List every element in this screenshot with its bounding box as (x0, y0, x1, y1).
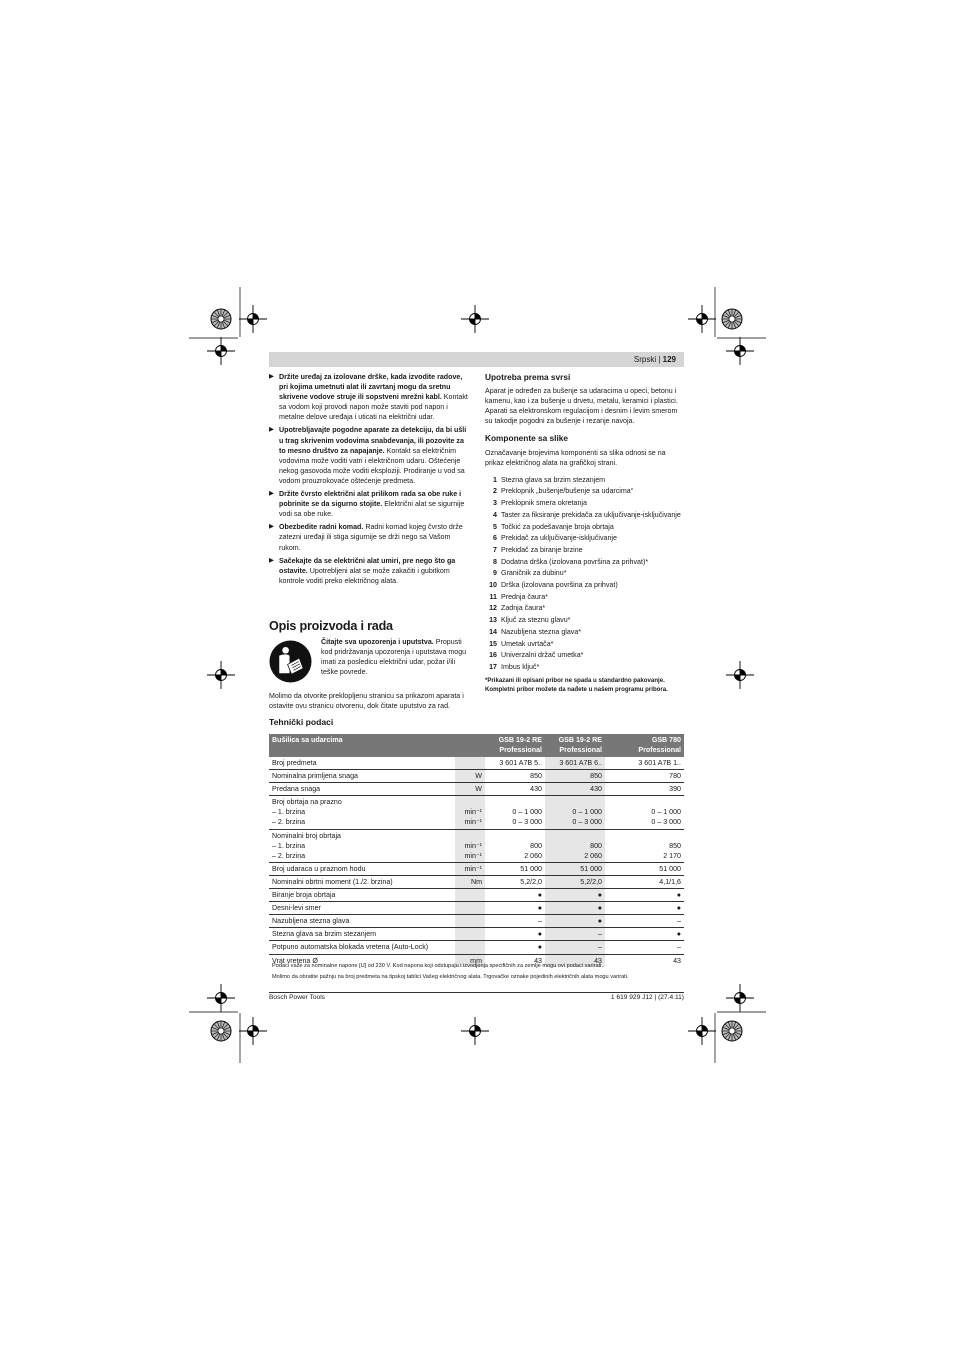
row-unit (455, 796, 485, 829)
bullet-text: Kontakt sa vodom koji provodi napon može staviti pod napon i metalne delove uređaja i uticati na električni udar. (279, 393, 468, 422)
cell-line (458, 916, 482, 926)
safety-bullet (269, 522, 469, 552)
cell-line (488, 797, 542, 807)
component-item (485, 662, 685, 674)
cell-line (458, 797, 482, 807)
cell-line: Broj udaraca u praznom hodu (272, 864, 366, 873)
model-header (485, 734, 545, 757)
cell-line: 850 (669, 841, 681, 850)
model-header (545, 734, 605, 757)
safety-bullet (269, 425, 469, 486)
table-body (269, 757, 684, 967)
table-row (269, 783, 684, 796)
component-number: 9 (493, 569, 497, 578)
cell-line: Nm (470, 877, 482, 886)
bullet-text: Električni alat se sigurnije vodi sa obe ruke. (279, 500, 465, 519)
cell-line: ● (537, 904, 542, 913)
cell-line: 51 000 (659, 864, 681, 873)
component-label: Nazubljena stezna glava* (501, 627, 582, 636)
component-item (485, 639, 685, 651)
right-column (485, 372, 685, 694)
bullet-bold: Upotrebljavajte pogodne aparate za detekciju, da bi ušli u trag skrivenim vodovima snabdevanja, ili pozovite za to mesno društvo za napajanje. (279, 426, 467, 455)
cell-line: Vrat vretena Ø (272, 956, 318, 965)
cell-line: min⁻¹ (464, 808, 482, 817)
cell-line: Broj predmeta (272, 759, 317, 767)
cell-line: 800 (530, 841, 542, 850)
row-label (269, 941, 455, 954)
component-item (485, 603, 685, 615)
table-row (269, 796, 684, 829)
row-unit (455, 941, 485, 954)
row-value-gsb19-5 (485, 941, 545, 954)
component-item (485, 498, 685, 510)
row-value-gsb19-6 (545, 783, 605, 796)
cell-line: W (475, 785, 482, 794)
safety-bullet (269, 372, 469, 422)
bullet-triangle-icon: ▶ (269, 490, 274, 498)
row-value-gsb19-6 (545, 902, 605, 915)
cell-line: 390 (669, 785, 681, 794)
cell-line: ● (597, 891, 602, 900)
cell-line: 800 (590, 841, 602, 850)
cell-line: ● (597, 917, 602, 926)
row-value-gsb19-6 (545, 829, 605, 862)
row-label (269, 757, 455, 770)
footer-right: 1 619 929 J12 | (27.4.11) (610, 994, 684, 1001)
component-number: 4 (493, 510, 497, 519)
tech-data-heading: Tehnički podaci (269, 717, 334, 727)
component-label: Prekidač za uključivanje-isključivanje (501, 534, 617, 543)
row-value-gsb780 (605, 941, 684, 954)
cell-line: 4,1/1,6 (659, 877, 681, 886)
row-unit (455, 875, 485, 888)
safety-bullet (269, 556, 469, 586)
table-note: Podaci važe za nominalne napone [U] od 230 V. Kod napona koji odstupaju i izvodjenja specifičnih za zemlje mogu ovi podaci varirati. (272, 963, 603, 969)
read-notice-text: Propusti kod pridržavanja upozorenja i uputstava mogu imati za posledicu električni udar, požar i/ili teške povrede. (321, 638, 467, 677)
model-name: GSB 19-2 RE (498, 736, 542, 744)
table-row (269, 770, 684, 783)
row-value-gsb780 (605, 796, 684, 829)
component-item (485, 557, 685, 569)
cell-line (458, 758, 482, 768)
cell-line: 5,2/2,0 (520, 877, 542, 886)
row-value-gsb19-6 (545, 770, 605, 783)
cell-line: Nominalna primljena snaga (272, 772, 358, 781)
cell-line: Predana snaga (272, 785, 321, 794)
cell-line: Potpuno automatska blokada vretena (Auto-Lock) (272, 943, 429, 952)
accessory-footnote: *Prikazani ili opisani pribor ne spada u standardno pakovanje. Kompletni pribor možete da nađete u našem programu pribora. (485, 676, 668, 693)
cell-line (608, 831, 681, 841)
component-item (485, 522, 685, 534)
row-label (269, 875, 455, 888)
cell-line: 5,2/2,0 (580, 877, 602, 886)
cell-line: – (677, 943, 681, 952)
cell-line (608, 797, 681, 807)
row-value-gsb19-6 (545, 796, 605, 829)
row-unit (455, 829, 485, 862)
row-value-gsb19-6 (545, 941, 605, 954)
cell-line: 430 (530, 785, 542, 794)
cell-line (458, 890, 482, 900)
cell-line: – 2. brzina (272, 851, 306, 860)
row-value-gsb780 (605, 757, 684, 770)
header-page-number: 129 (662, 355, 676, 364)
component-item (485, 533, 685, 545)
row-value-gsb19-5 (485, 770, 545, 783)
model-name: GSB 780 (651, 736, 681, 744)
model-sub: Professional (499, 746, 542, 755)
row-value-gsb19-6 (545, 862, 605, 875)
cell-line (548, 797, 602, 807)
row-unit (455, 928, 485, 941)
component-label: Preklopnik „bušenje/bušenje sa udarcima“ (501, 487, 634, 496)
component-label: Ključ za steznu glavu* (501, 616, 571, 625)
open-page-note: Molimo da otvorite preklopljenu stranicu sa prikazom aparata i ostavite ovu stranicu otvorenu, dok čitate uputstvo za rad. (269, 692, 464, 711)
cell-line: 850 (530, 772, 542, 781)
cell-line (488, 831, 542, 841)
page-header-text: Srpski | 129 (633, 355, 676, 364)
cell-line: 43 (673, 956, 681, 965)
row-unit (455, 902, 485, 915)
row-value-gsb19-5 (485, 796, 545, 829)
component-item (485, 592, 685, 604)
component-item (485, 627, 685, 639)
cell-line: min⁻¹ (464, 841, 482, 850)
row-value-gsb19-5 (485, 757, 545, 770)
table-row (269, 889, 684, 902)
row-label (269, 915, 455, 928)
component-number: 7 (493, 545, 497, 554)
table-row (269, 757, 684, 770)
component-label: Zadnja čaura* (501, 604, 546, 613)
component-item (485, 650, 685, 662)
cell-line: 3 601 A7B 6.. (559, 759, 602, 767)
component-item (485, 486, 685, 498)
model-sub: Professional (638, 746, 681, 755)
component-number: 5 (493, 522, 497, 531)
bullet-text: Upotrebljeni alat se može zakačiti i gubitkom kontrole voditi preko električnog alata. (279, 566, 450, 585)
cell-line: Nazubljena stezna glava (272, 917, 350, 926)
row-label (269, 889, 455, 902)
safety-bullet (269, 489, 469, 519)
cell-line: 43 (534, 956, 542, 965)
page-header-bar (269, 352, 684, 367)
component-number: 3 (493, 499, 497, 508)
component-number: 8 (493, 557, 497, 566)
cell-line: 0 – 1 000 (572, 808, 602, 817)
component-item (485, 545, 685, 557)
row-value-gsb19-6 (545, 757, 605, 770)
table-row (269, 829, 684, 862)
cell-line: min⁻¹ (464, 864, 482, 873)
table-row (269, 875, 684, 888)
component-number: 14 (489, 627, 497, 636)
cell-line (458, 831, 482, 841)
table-note: Molimo da obratite pažnju na broj predmeta na tipskoj tablici Vašeg električnog alata. Trgovačke oznake pojedinih električnih alata mogu varirati. (272, 974, 629, 980)
table-row (269, 941, 684, 954)
row-unit (455, 770, 485, 783)
cell-line: min⁻¹ (464, 851, 482, 860)
row-unit (455, 862, 485, 875)
cell-line: 51 000 (520, 864, 542, 873)
cell-line: 0 – 3 000 (572, 818, 602, 827)
read-notice (321, 637, 471, 677)
cell-line: 0 – 1 000 (651, 808, 681, 817)
cell-line: Biranje broja obrtaja (272, 891, 336, 900)
row-value-gsb19-5 (485, 902, 545, 915)
bullet-text: Kontakt sa električnim vodovima može voditi vatri i električnom udaru. Oštećenje nekog gasovoda može voditi eksploziji. Prodiranje u vod sa vodom prouzrokovaće oštećenje predmeta. (279, 446, 465, 485)
model-name: GSB 19-2 RE (558, 736, 602, 744)
row-label (269, 829, 455, 862)
tech-spec-table (269, 734, 684, 967)
component-number: 13 (489, 616, 497, 625)
table-row (269, 928, 684, 941)
cell-line: Desni-levi smer (272, 904, 321, 913)
read-manual-icon (269, 640, 312, 683)
cell-line: 0 – 3 000 (512, 818, 542, 827)
cell-line: ● (597, 904, 602, 913)
bullet-bold: Držite uređaj za izolovane drške, kada izvodite radove, pri kojima umetnuti alat ili zavrtanj mogu da sretnu skrivene vodove struje ili sopstveni mrežni kabl. (279, 373, 463, 402)
model-sub: Professional (559, 746, 602, 755)
cell-line: 850 (590, 772, 602, 781)
row-value-gsb780 (605, 902, 684, 915)
component-label: Graničnik za dubinu* (501, 569, 567, 578)
component-number: 6 (493, 534, 497, 543)
cell-line: ● (676, 891, 681, 900)
row-value-gsb780 (605, 875, 684, 888)
cell-line: Nominalni obrtni moment (1./2. brzina) (272, 877, 393, 886)
component-number: 17 (489, 663, 497, 671)
row-value-gsb780 (605, 889, 684, 902)
cell-line: – 1. brzina (272, 841, 306, 850)
components-list (485, 475, 685, 674)
cell-line: 780 (669, 772, 681, 781)
cell-line: 43 (594, 956, 602, 965)
cell-line: Nominalni broj obrtaja (272, 831, 342, 840)
component-item (485, 580, 685, 592)
row-value-gsb19-6 (545, 928, 605, 941)
row-value-gsb19-5 (485, 829, 545, 862)
row-value-gsb780 (605, 915, 684, 928)
component-label: Točkić za podešavanje broja obrtaja (501, 522, 614, 531)
row-unit (455, 783, 485, 796)
component-number: 12 (489, 604, 497, 613)
row-value-gsb19-5 (485, 862, 545, 875)
row-unit (455, 757, 485, 770)
cell-line: min⁻¹ (464, 818, 482, 827)
cell-line: – (598, 943, 602, 952)
safety-column (269, 372, 469, 589)
bullet-triangle-icon: ▶ (269, 426, 274, 434)
component-label: Stezna glava sa brzim stezanjem (501, 475, 606, 484)
footer-left: Bosch Power Tools (269, 994, 325, 1001)
cell-line: ● (537, 943, 542, 952)
section-title: Opis proizvoda i rada (269, 619, 393, 633)
component-number: 10 (489, 581, 497, 590)
component-label: Imbus ključ* (501, 663, 540, 671)
cell-line: ● (676, 930, 681, 939)
cell-line: ● (676, 904, 681, 913)
table-row (269, 902, 684, 915)
row-value-gsb19-6 (545, 915, 605, 928)
component-number: 1 (493, 475, 497, 484)
bullet-bold: Sačekajte da se električni alat umiri, pre nego što ga ostavite. (279, 556, 456, 575)
header-language: Srpski (633, 355, 657, 364)
cell-line: 2 170 (663, 851, 681, 860)
row-value-gsb19-6 (545, 889, 605, 902)
component-label: Drška (izolovana površina za prihvat) (501, 581, 618, 590)
cell-line: – 1. brzina (272, 808, 306, 817)
cell-line: 3 601 A7B 5.. (499, 759, 542, 767)
component-item (485, 615, 685, 627)
component-number: 15 (489, 639, 497, 648)
table-header-label: Bušilica sa udarcima (269, 734, 485, 757)
cell-line: 51 000 (580, 864, 602, 873)
component-label: Prekidač za biranje brzine (501, 545, 583, 554)
usage-heading: Upotreba prema svrsi (485, 372, 571, 382)
row-unit (455, 915, 485, 928)
row-value-gsb780 (605, 783, 684, 796)
component-label: Taster za fiksiranje prekidača za uključivanje-isključivanje (501, 510, 681, 519)
row-value-gsb780 (605, 862, 684, 875)
bullet-bold: Držite čvrsto električni alat prilikom rada sa obe ruke i pobrinite se da sigurno stojite. (279, 490, 462, 509)
component-label: Umetak uvrtača* (501, 639, 554, 648)
table-header-row (269, 734, 684, 757)
component-number: 2 (493, 487, 497, 496)
component-label: Preklopnik smera okretanja (501, 499, 587, 508)
row-label (269, 796, 455, 829)
row-value-gsb19-5 (485, 915, 545, 928)
cell-line: 0 – 1 000 (512, 808, 542, 817)
component-number: 11 (489, 592, 497, 601)
table-row (269, 915, 684, 928)
component-label: Prednja čaura* (501, 592, 548, 601)
model-header (605, 734, 684, 757)
cell-line: 430 (590, 785, 602, 794)
cell-line: W (475, 772, 482, 781)
cell-line (458, 903, 482, 913)
row-label (269, 902, 455, 915)
component-number: 16 (489, 651, 497, 660)
bullet-text: Radni komad kojeg čvrsto drže zatezni uređaji ili stiga sigurnije se drži nego sa Vašom rukom. (279, 523, 463, 552)
row-unit (455, 889, 485, 902)
row-label (269, 783, 455, 796)
components-intro: Označavanje brojevima komponenti sa slika odnosi se na prikaz električnog alata na grafičkoj strani. (485, 448, 666, 467)
row-value-gsb780 (605, 829, 684, 862)
cell-line: 0 – 3 000 (651, 818, 681, 827)
row-value-gsb19-5 (485, 875, 545, 888)
component-item (485, 510, 685, 522)
row-value-gsb19-5 (485, 783, 545, 796)
component-label: Dodatna drška (izolovana površina za prihvat)* (501, 557, 649, 566)
components-heading: Komponente sa slike (485, 433, 568, 444)
cell-line: – 2. brzina (272, 818, 306, 827)
bullet-triangle-icon: ▶ (269, 373, 274, 380)
cell-line: – (538, 917, 542, 926)
cell-line: – (598, 930, 602, 939)
row-label (269, 928, 455, 941)
cell-line: 2 060 (524, 851, 542, 860)
component-item (485, 568, 685, 580)
cell-line: mm (470, 956, 482, 965)
cell-line: ● (537, 891, 542, 900)
bullet-triangle-icon: ▶ (269, 556, 274, 564)
bullet-triangle-icon: ▶ (269, 523, 274, 531)
cell-line: Stezna glava sa brzim stezanjem (272, 930, 377, 939)
cell-line: ● (537, 930, 542, 939)
cell-line (458, 929, 482, 939)
row-label (269, 770, 455, 783)
row-value-gsb19-6 (545, 875, 605, 888)
read-notice-bold: Čitajte sva upozorenja i uputstva. (321, 638, 434, 646)
cell-line (548, 831, 602, 841)
table-row (269, 862, 684, 875)
cell-line: Broj obrtaja na prazno (272, 798, 342, 807)
row-value-gsb19-5 (485, 889, 545, 902)
row-label (269, 862, 455, 875)
cell-line (458, 942, 482, 952)
cell-line: – (677, 917, 681, 926)
bullet-bold: Obezbedite radni komad. (279, 523, 364, 532)
row-value-gsb780 (605, 928, 684, 941)
row-value-gsb780 (605, 770, 684, 783)
cell-line: 2 060 (584, 851, 602, 860)
component-label: Univerzalni držač umetka* (501, 651, 584, 660)
cell-line: 3 601 A7B 1.. (638, 759, 681, 767)
row-value-gsb19-5 (485, 928, 545, 941)
usage-text: Aparat je određen za bušenje sa udaracima u opeci, betonu i kamenu, kao i za bušenje u drvetu, metalu, keramici i plastici. Aparati sa elektronskom regulacijom i desnim i levim smerom su takodje pogodni za bušenje i rezanje navoja. (485, 387, 678, 426)
component-item (485, 475, 685, 487)
